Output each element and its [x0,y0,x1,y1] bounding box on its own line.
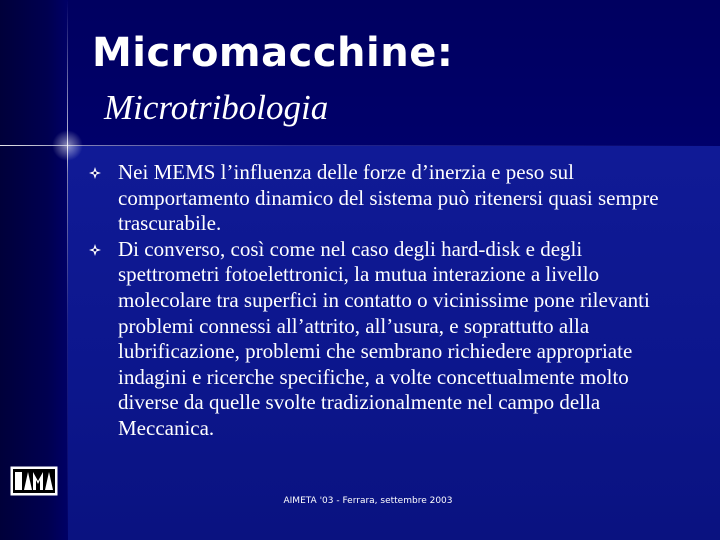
diamond-bullet-icon [88,166,102,180]
bullet-item [88,160,688,237]
line-intersection-glow [52,130,83,161]
left-decorative-band [0,0,68,540]
aimeta-logo-icon [10,466,58,496]
horizontal-divider-line [0,145,720,146]
bullet-list [88,160,688,442]
footer-text: AIMETA '03 - Ferrara, settembre 2003 [283,496,453,506]
bullet-item [88,237,688,442]
slide-subtitle: Microtribologia [104,88,329,127]
bullet-text: Nei MEMS l’influenza delle forze d’inerzia e peso sul comportamento dinamico del sistema può ritenersi quasi sempre trascurabile. [118,160,659,236]
bullet-text: Di converso, così come nel caso degli hard-disk e degli spettrometri fotoelettronici, la mutua interazione a livello molecolare tra superfici in contatto o vicinissime pone rilevanti problemi connessi all’attrito, all’usura, e soprattutto alla lubrificazione, problemi che sembrano richiedere appropriate indagini e ricerche specifiche, a volte concettualmente molto diverse da quelle svolte tradizionalmente nel campo della Meccanica. [118,236,650,440]
vertical-divider-line [67,0,68,540]
diamond-bullet-icon [88,243,102,257]
slide-title: Micromacchine: [92,30,454,76]
